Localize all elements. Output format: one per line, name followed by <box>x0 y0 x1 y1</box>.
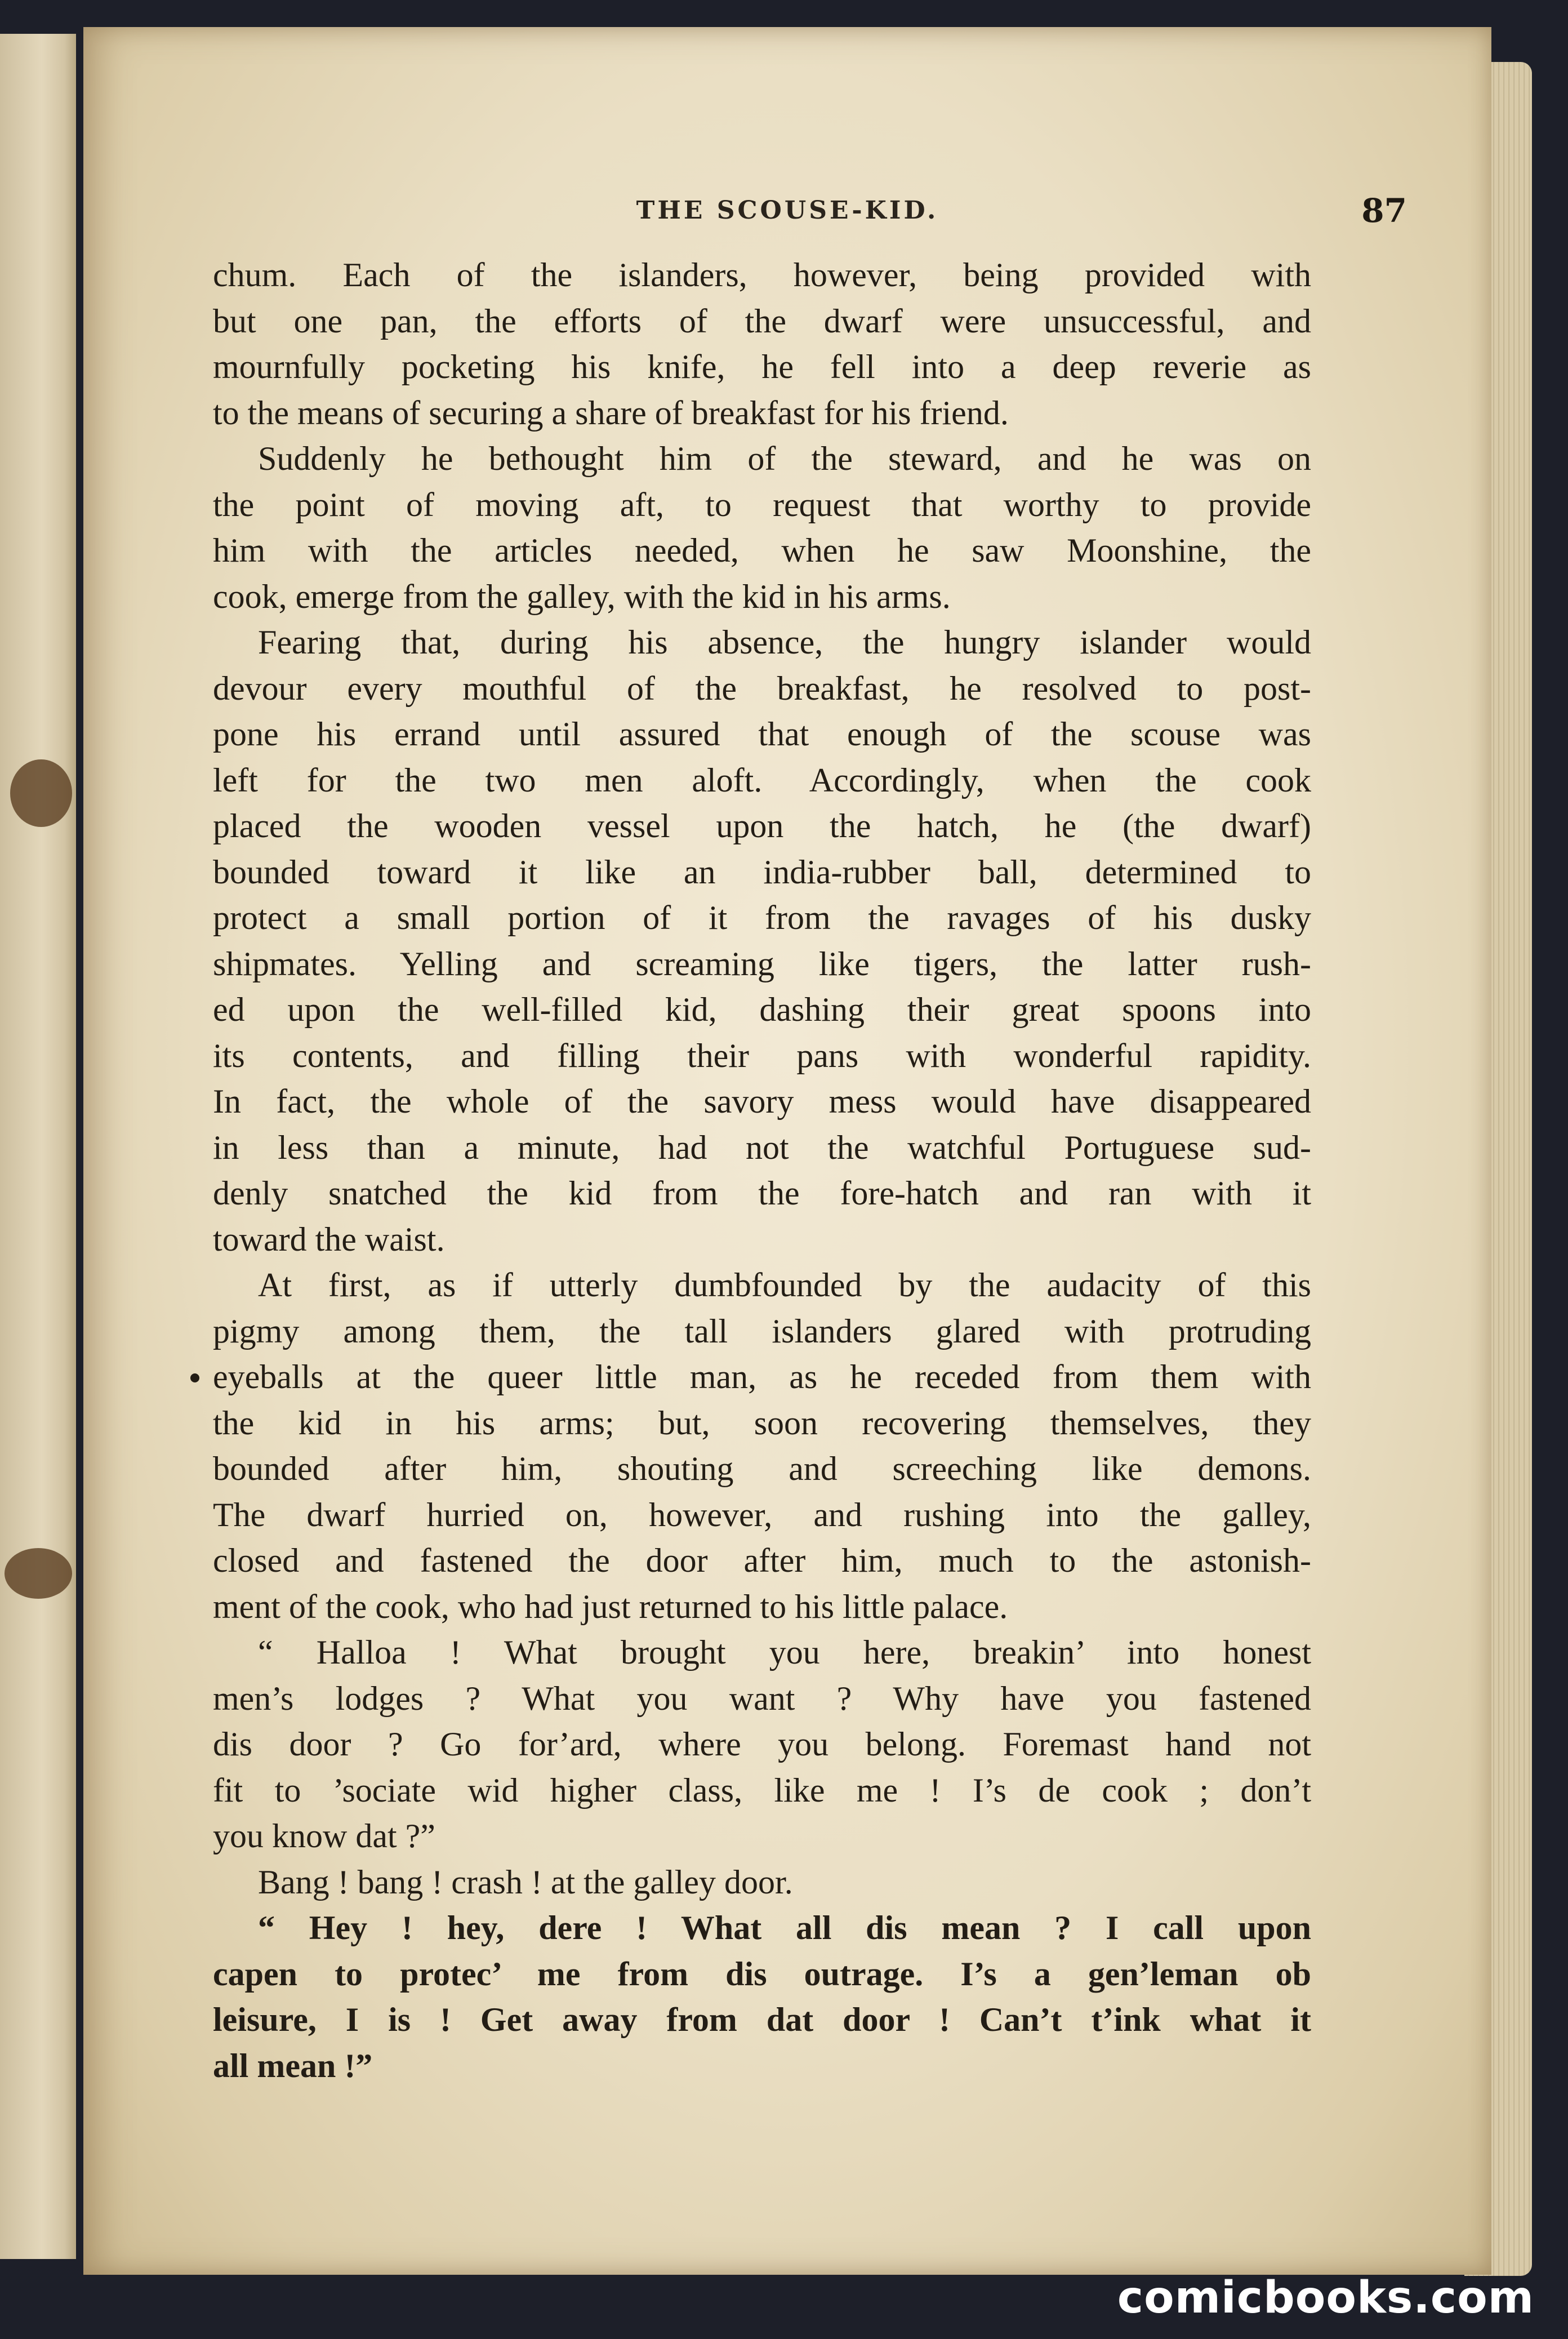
text-line: ment of the cook, who had just returned to his little palace. <box>213 1588 1008 1625</box>
text-line: bounded toward it like an india-rubber ball, determined to <box>213 853 1311 891</box>
text-line: In fact, the whole of the savory mess would have disappeared <box>213 1083 1311 1120</box>
text-line: denly snatched the kid from the fore-hatch and ran with it <box>213 1175 1311 1212</box>
text-line: to the means of securing a share of breakfast for his friend. <box>213 394 1009 432</box>
text-line: Suddenly he bethought him of the steward, and he was on <box>258 440 1311 477</box>
text-line: “ Hey ! hey, dere ! What all dis mean ? I call upon <box>258 1909 1311 1946</box>
text-line: leisure, I is ! Get away from dat door ! Can’t t’ink what it <box>213 2001 1311 2038</box>
text-line: devour every mouthful of the breakfast, he resolved to post- <box>213 669 1311 707</box>
text-line: cook, emerge from the galley, with the kid in his arms. <box>213 577 951 615</box>
text-line: The dwarf hurried on, however, and rushing into the galley, <box>213 1496 1311 1533</box>
text-line: capen to protec’ me from dis outrage. I’s a gen’leman ob <box>213 1955 1311 1993</box>
text-line: bounded after him, shouting and screeching like demons. <box>213 1450 1311 1487</box>
text-line: toward the waist. <box>213 1220 445 1258</box>
body-text <box>213 252 1311 2089</box>
text-line: all mean !” <box>213 2047 373 2084</box>
text-line: protect a small portion of it from the ravages of his dusky <box>213 899 1311 936</box>
text-line: pone his errand until assured that enough of the scouse was <box>213 715 1311 753</box>
watermark: comicbooks.com <box>1117 2273 1534 2323</box>
ink-dot <box>190 1373 199 1382</box>
text-line: in less than a minute, had not the watchful Portuguese sud- <box>213 1128 1311 1166</box>
text-line: At first, as if utterly dumbfounded by the audacity of this <box>258 1266 1311 1304</box>
text-line: dis door ? Go for’ard, where you belong. Foremast hand not <box>213 1726 1311 1763</box>
page-number: 87 <box>1361 192 1407 230</box>
text-line: the point of moving aft, to request that worthy to provide <box>213 486 1311 523</box>
text-line: mournfully pocketing his knife, he fell into a deep reverie as <box>213 348 1311 385</box>
text-line: men’s lodges ? What you want ? Why have you fastened <box>213 1679 1311 1717</box>
text-line: you know dat ?” <box>213 1817 435 1855</box>
text-line: the kid in his arms; but, soon recovering themselves, they <box>213 1404 1311 1442</box>
text-line: Bang ! bang ! crash ! at the galley door. <box>258 1863 793 1901</box>
text-line: chum. Each of the islanders, however, being provided with <box>213 256 1311 294</box>
left-page-edge <box>0 34 76 2259</box>
text-line: but one pan, the efforts of the dwarf were unsuccessful, and <box>213 302 1311 340</box>
binding-stain-upper <box>10 759 72 827</box>
text-line: fit to ’sociate wid higher class, like me ! I’s de cook ; don’t <box>213 1771 1311 1809</box>
text-line: “ Halloa ! What brought you here, breakin’ into honest <box>258 1634 1311 1671</box>
running-head: THE SCOUSE-KID. <box>636 196 939 225</box>
text-line: closed and fastened the door after him, much to the astonish- <box>213 1542 1311 1579</box>
text-line: its contents, and filling their pans with wonderful rapidity. <box>213 1037 1311 1074</box>
binding-stain-lower <box>5 1548 72 1599</box>
text-line: placed the wooden vessel upon the hatch, he (the dwarf) <box>213 807 1311 844</box>
text-line: eyeballs at the queer little man, as he receded from them with <box>213 1358 1311 1395</box>
text-line: pigmy among them, the tall islanders glared with protruding <box>213 1312 1311 1350</box>
text-line: shipmates. Yelling and screaming like tigers, the latter rush- <box>213 945 1311 982</box>
text-line: left for the two men aloft. Accordingly, when the cook <box>213 761 1311 799</box>
text-line: ed upon the well-filled kid, dashing their great spoons into <box>213 991 1311 1028</box>
text-line: him with the articles needed, when he saw Moonshine, the <box>213 532 1311 569</box>
text-line: Fearing that, during his absence, the hungry islander would <box>258 624 1311 661</box>
